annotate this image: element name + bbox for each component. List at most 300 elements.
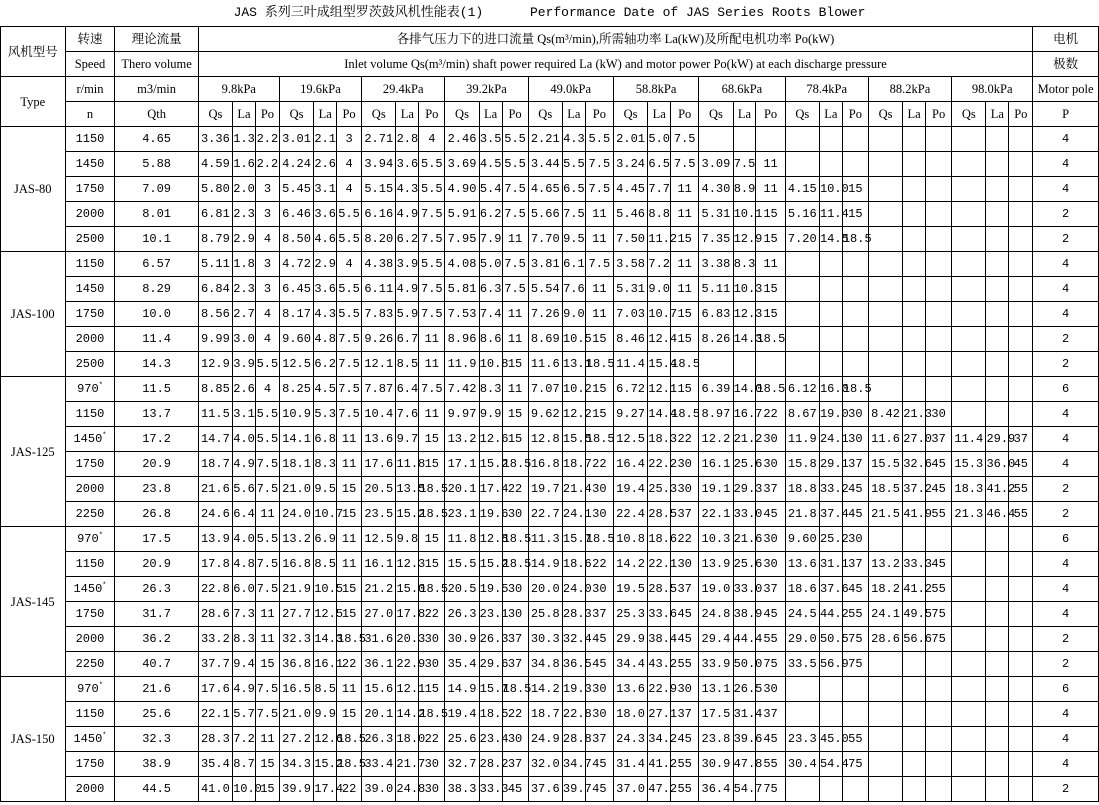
value-cell: 14.9 xyxy=(445,677,479,702)
value-cell: 8.9 xyxy=(733,177,756,202)
table-row xyxy=(1,652,1099,677)
value-cell xyxy=(868,352,902,377)
value-cell: 4 xyxy=(255,327,279,352)
volume-cell: 4.65 xyxy=(115,127,198,152)
value-cell: 45 xyxy=(585,652,613,677)
value-cell xyxy=(1009,527,1033,552)
value-cell: 15.6 xyxy=(362,677,396,702)
value-cell: 33.0 xyxy=(733,577,756,602)
header-speed-cn: 转速 xyxy=(65,27,115,52)
value-cell: 45 xyxy=(926,452,952,477)
table-row xyxy=(1,602,1099,627)
motor-pole-cell: 4 xyxy=(1033,127,1099,152)
value-cell: 22.4 xyxy=(613,502,647,527)
value-cell: 18.5 xyxy=(842,377,868,402)
volume-cell: 7.09 xyxy=(115,177,198,202)
value-cell: 6.72 xyxy=(613,377,647,402)
table-row xyxy=(1,752,1099,777)
value-cell: 31.6 xyxy=(362,627,396,652)
motor-pole-cell: 4 xyxy=(1033,177,1099,202)
header-subcol-qs: Qs xyxy=(198,102,232,127)
value-cell: 7.5 xyxy=(585,177,613,202)
value-cell: 22.7 xyxy=(528,502,562,527)
value-cell: 6.8 xyxy=(314,427,337,452)
value-cell: 11.9 xyxy=(445,352,479,377)
value-cell: 4.5 xyxy=(314,377,337,402)
value-cell xyxy=(986,402,1009,427)
model-name: JAS-150 xyxy=(1,677,66,802)
speed-cell: 1150 xyxy=(65,127,115,152)
value-cell: 6.2 xyxy=(396,227,419,252)
value-cell: 15.8 xyxy=(785,452,819,477)
header-pressure-2: 29.4kPa xyxy=(362,77,445,102)
value-cell: 18.5 xyxy=(502,527,528,552)
value-cell: 3 xyxy=(255,252,279,277)
value-cell: 18.5 xyxy=(585,352,613,377)
value-cell: 11 xyxy=(585,202,613,227)
value-cell: 5.11 xyxy=(198,252,232,277)
value-cell xyxy=(1009,752,1033,777)
value-cell: 30 xyxy=(756,527,785,552)
value-cell: 21.0 xyxy=(279,477,313,502)
speed-cell: 970* xyxy=(65,377,115,402)
value-cell: 6.11 xyxy=(362,277,396,302)
volume-cell: 23.8 xyxy=(115,477,198,502)
value-cell xyxy=(986,677,1009,702)
value-cell: 55 xyxy=(842,727,868,752)
value-cell: 3.94 xyxy=(362,152,396,177)
value-cell: 11 xyxy=(756,177,785,202)
header-subcol-la: La xyxy=(733,102,756,127)
value-cell: 30 xyxy=(585,477,613,502)
value-cell: 19.5 xyxy=(479,577,502,602)
value-cell: 45 xyxy=(842,502,868,527)
value-cell xyxy=(868,752,902,777)
value-cell: 37 xyxy=(842,552,868,577)
value-cell: 30 xyxy=(502,577,528,602)
header-subcol-po: Po xyxy=(419,102,445,127)
motor-pole-cell: 4 xyxy=(1033,152,1099,177)
value-cell: 15.2 xyxy=(479,552,502,577)
value-cell: 15 xyxy=(419,677,445,702)
value-cell: 37 xyxy=(671,502,699,527)
value-cell: 54.7 xyxy=(733,777,756,802)
value-cell: 6.12 xyxy=(785,377,819,402)
value-cell: 24.9 xyxy=(528,727,562,752)
value-cell: 33.2 xyxy=(819,477,842,502)
value-cell: 13.6 xyxy=(613,677,647,702)
value-cell: 11.8 xyxy=(445,527,479,552)
value-cell: 37.7 xyxy=(198,652,232,677)
value-cell: 11 xyxy=(419,402,445,427)
value-cell: 37.4 xyxy=(819,502,842,527)
value-cell: 33.6 xyxy=(648,602,671,627)
header-subcol-la: La xyxy=(314,102,337,127)
value-cell: 18.5 xyxy=(337,627,362,652)
value-cell: 18.0 xyxy=(396,727,419,752)
value-cell: 18.8 xyxy=(785,477,819,502)
value-cell: 45 xyxy=(756,502,785,527)
value-cell: 21.0 xyxy=(279,702,313,727)
value-cell xyxy=(903,177,926,202)
value-cell: 4.6 xyxy=(314,227,337,252)
value-cell: 37 xyxy=(926,427,952,452)
value-cell: 2.8 xyxy=(396,127,419,152)
value-cell: 2.71 xyxy=(362,127,396,152)
value-cell xyxy=(952,677,986,702)
value-cell: 36.5 xyxy=(562,652,585,677)
value-cell: 29.3 xyxy=(733,477,756,502)
value-cell: 15.7 xyxy=(562,527,585,552)
value-cell xyxy=(819,302,842,327)
value-cell: 6.0 xyxy=(233,577,256,602)
volume-cell: 13.7 xyxy=(115,402,198,427)
value-cell: 14.0 xyxy=(733,377,756,402)
value-cell: 8.69 xyxy=(528,327,562,352)
value-cell: 22 xyxy=(502,477,528,502)
value-cell: 6.39 xyxy=(699,377,733,402)
value-cell: 11 xyxy=(756,152,785,177)
value-cell: 26.3 xyxy=(362,727,396,752)
value-cell: 7.5 xyxy=(671,127,699,152)
value-cell: 6.5 xyxy=(648,152,671,177)
value-cell xyxy=(952,327,986,352)
value-cell: 20.5 xyxy=(445,577,479,602)
value-cell: 3 xyxy=(337,127,362,152)
table-row xyxy=(1,302,1099,327)
value-cell: 26.3 xyxy=(445,602,479,627)
value-cell: 16.1 xyxy=(314,652,337,677)
header-subcol-la: La xyxy=(986,102,1009,127)
value-cell xyxy=(1009,577,1033,602)
value-cell: 36.8 xyxy=(279,652,313,677)
value-cell: 7.5 xyxy=(337,377,362,402)
value-cell xyxy=(1009,302,1033,327)
value-cell: 2.3 xyxy=(233,202,256,227)
value-cell: 23.3 xyxy=(785,727,819,752)
motor-pole-cell: 4 xyxy=(1033,427,1099,452)
value-cell: 15 xyxy=(585,402,613,427)
header-subcol-po: Po xyxy=(585,102,613,127)
value-cell: 2.21 xyxy=(528,127,562,152)
value-cell: 7.5 xyxy=(255,702,279,727)
value-cell: 31.4 xyxy=(613,752,647,777)
speed-cell: 1750 xyxy=(65,452,115,477)
value-cell xyxy=(926,152,952,177)
value-cell xyxy=(1009,552,1033,577)
value-cell: 19.0 xyxy=(699,577,733,602)
value-cell xyxy=(926,652,952,677)
header-row xyxy=(1,77,1099,102)
value-cell: 11 xyxy=(337,427,362,452)
value-cell: 75 xyxy=(926,602,952,627)
value-cell xyxy=(903,327,926,352)
value-cell: 18.5 xyxy=(502,677,528,702)
value-cell: 3.01 xyxy=(279,127,313,152)
value-cell: 34.7 xyxy=(562,752,585,777)
value-cell xyxy=(926,127,952,152)
value-cell xyxy=(819,252,842,277)
value-cell: 14.3 xyxy=(314,627,337,652)
value-cell xyxy=(785,252,819,277)
value-cell: 38.3 xyxy=(445,777,479,802)
value-cell: 2.01 xyxy=(613,127,647,152)
value-cell: 7.5 xyxy=(255,552,279,577)
value-cell: 4.08 xyxy=(445,252,479,277)
value-cell: 7.6 xyxy=(562,277,585,302)
value-cell: 16.1 xyxy=(699,452,733,477)
value-cell: 15 xyxy=(585,327,613,352)
header-subcol-po: Po xyxy=(842,102,868,127)
speed-cell: 1450* xyxy=(65,727,115,752)
value-cell xyxy=(952,302,986,327)
value-cell: 8.5 xyxy=(314,677,337,702)
header-subcol-po: Po xyxy=(756,102,785,127)
value-cell: 15 xyxy=(255,652,279,677)
value-cell: 11 xyxy=(585,227,613,252)
speed-cell: 970* xyxy=(65,677,115,702)
volume-cell: 21.6 xyxy=(115,677,198,702)
header-subcol-po: Po xyxy=(502,102,528,127)
value-cell: 23.8 xyxy=(699,727,733,752)
value-cell: 24.8 xyxy=(699,602,733,627)
speed-cell: 2000 xyxy=(65,627,115,652)
value-cell xyxy=(926,752,952,777)
value-cell xyxy=(785,127,819,152)
speed-cell: 2000 xyxy=(65,477,115,502)
value-cell: 45 xyxy=(671,627,699,652)
value-cell: 12.1 xyxy=(362,352,396,377)
value-cell: 37 xyxy=(585,727,613,752)
table-row xyxy=(1,352,1099,377)
header-subcol-qs: Qs xyxy=(868,102,902,127)
header-subcol-qs: Qs xyxy=(613,102,647,127)
value-cell xyxy=(986,352,1009,377)
value-cell xyxy=(785,702,819,727)
value-cell: 4.59 xyxy=(198,152,232,177)
value-cell: 36.4 xyxy=(699,777,733,802)
header-subcol-la: La xyxy=(903,102,926,127)
value-cell: 15.2 xyxy=(396,502,419,527)
value-cell: 8.46 xyxy=(613,327,647,352)
value-cell: 30 xyxy=(842,527,868,552)
value-cell: 5.46 xyxy=(613,202,647,227)
value-cell: 12.8 xyxy=(479,527,502,552)
motor-pole-cell: 4 xyxy=(1033,702,1099,727)
value-cell: 45 xyxy=(671,727,699,752)
volume-cell: 14.3 xyxy=(115,352,198,377)
value-cell: 11 xyxy=(502,327,528,352)
value-cell: 22 xyxy=(502,702,528,727)
value-cell: 21.4 xyxy=(562,477,585,502)
volume-cell: 8.29 xyxy=(115,277,198,302)
value-cell: 35.4 xyxy=(445,652,479,677)
value-cell: 34.8 xyxy=(528,652,562,677)
value-cell: 4.72 xyxy=(279,252,313,277)
value-cell: 56.9 xyxy=(819,652,842,677)
value-cell: 16.4 xyxy=(613,452,647,477)
speed-cell: 2250 xyxy=(65,652,115,677)
value-cell: 7.5 xyxy=(255,677,279,702)
table-row xyxy=(1,777,1099,802)
value-cell: 30 xyxy=(419,627,445,652)
value-cell: 15 xyxy=(255,777,279,802)
value-cell: 2.2 xyxy=(255,127,279,152)
value-cell: 12.1 xyxy=(648,377,671,402)
value-cell: 7.5 xyxy=(419,277,445,302)
header-subcol-po: Po xyxy=(1009,102,1033,127)
value-cell: 7.5 xyxy=(419,377,445,402)
motor-pole-cell: 2 xyxy=(1033,227,1099,252)
value-cell xyxy=(868,152,902,177)
value-cell: 45 xyxy=(756,602,785,627)
value-cell: 7.5 xyxy=(585,252,613,277)
table-row xyxy=(1,502,1099,527)
value-cell: 27.1 xyxy=(648,702,671,727)
value-cell: 7.2 xyxy=(233,727,256,752)
table-row xyxy=(1,227,1099,252)
value-cell xyxy=(952,127,986,152)
value-cell: 7.83 xyxy=(362,302,396,327)
value-cell: 27.2 xyxy=(279,727,313,752)
value-cell: 11 xyxy=(255,602,279,627)
value-cell: 17.1 xyxy=(445,452,479,477)
value-cell: 54.4 xyxy=(819,752,842,777)
value-cell xyxy=(903,202,926,227)
value-cell xyxy=(842,127,868,152)
value-cell: 16.5 xyxy=(279,677,313,702)
value-cell: 18.5 xyxy=(756,377,785,402)
value-cell: 55 xyxy=(756,752,785,777)
value-cell: 4.8 xyxy=(314,327,337,352)
value-cell: 30 xyxy=(419,752,445,777)
motor-pole-cell: 4 xyxy=(1033,302,1099,327)
value-cell: 21.8 xyxy=(785,502,819,527)
value-cell: 18.6 xyxy=(562,552,585,577)
value-cell: 29.1 xyxy=(819,452,842,477)
value-cell: 44.4 xyxy=(733,627,756,652)
value-cell: 11.5 xyxy=(198,402,232,427)
value-cell: 9.27 xyxy=(613,402,647,427)
value-cell: 75 xyxy=(842,627,868,652)
value-cell: 19.7 xyxy=(528,477,562,502)
value-cell: 15 xyxy=(419,552,445,577)
value-cell: 3.9 xyxy=(396,252,419,277)
value-cell: 36.1 xyxy=(362,652,396,677)
value-cell: 13.6 xyxy=(785,552,819,577)
value-cell xyxy=(1009,677,1033,702)
value-cell xyxy=(986,577,1009,602)
value-cell: 17.6 xyxy=(362,452,396,477)
speed-cell: 1450* xyxy=(65,427,115,452)
value-cell: 30 xyxy=(502,727,528,752)
value-cell: 75 xyxy=(926,627,952,652)
value-cell xyxy=(842,302,868,327)
value-cell: 3.1 xyxy=(314,177,337,202)
value-cell: 7.5 xyxy=(419,202,445,227)
header-subcol-la: La xyxy=(819,102,842,127)
value-cell xyxy=(926,527,952,552)
header-speed-en: Speed xyxy=(65,52,115,77)
value-cell: 8.85 xyxy=(198,377,232,402)
value-cell: 15 xyxy=(756,302,785,327)
value-cell: 18.5 xyxy=(671,402,699,427)
value-cell: 37 xyxy=(756,477,785,502)
value-cell: 7.5 xyxy=(502,202,528,227)
value-cell: 18.3 xyxy=(648,427,671,452)
speed-cell: 2250 xyxy=(65,502,115,527)
value-cell: 37 xyxy=(756,577,785,602)
value-cell: 23.1 xyxy=(445,502,479,527)
value-cell xyxy=(842,702,868,727)
value-cell: 38.9 xyxy=(733,602,756,627)
value-cell xyxy=(952,152,986,177)
value-cell: 7.5 xyxy=(419,227,445,252)
value-cell: 28.8 xyxy=(562,727,585,752)
header-main-cn: 各排气压力下的进口流量 Qs(m³/min),所需轴功率 La(kW)及所配电机功率 Po(kW) xyxy=(198,27,1033,52)
value-cell: 15 xyxy=(671,327,699,352)
value-cell: 30 xyxy=(756,452,785,477)
value-cell: 7.03 xyxy=(613,302,647,327)
value-cell: 21.6 xyxy=(198,477,232,502)
value-cell: 8.3 xyxy=(479,377,502,402)
value-cell: 4 xyxy=(337,252,362,277)
value-cell: 7.5 xyxy=(502,177,528,202)
header-row xyxy=(1,102,1099,127)
header-model-cn: 风机型号 xyxy=(1,27,66,77)
value-cell: 19.3 xyxy=(562,677,585,702)
value-cell: 22.9 xyxy=(648,677,671,702)
value-cell: 28.6 xyxy=(198,602,232,627)
header-subcol-qs: Qs xyxy=(279,102,313,127)
value-cell: 7.50 xyxy=(613,227,647,252)
value-cell: 12.6 xyxy=(314,727,337,752)
value-cell: 14.2 xyxy=(613,552,647,577)
value-cell: 15 xyxy=(756,202,785,227)
value-cell: 30 xyxy=(585,577,613,602)
speed-cell: 1750 xyxy=(65,752,115,777)
value-cell xyxy=(842,152,868,177)
value-cell: 13.6 xyxy=(362,427,396,452)
value-cell: 8.5 xyxy=(396,352,419,377)
value-cell: 4.3 xyxy=(562,127,585,152)
value-cell: 15.7 xyxy=(479,677,502,702)
value-cell: 5.5 xyxy=(502,152,528,177)
value-cell: 13.2 xyxy=(445,427,479,452)
value-cell: 15 xyxy=(671,302,699,327)
value-cell: 28.2 xyxy=(479,752,502,777)
value-cell: 25.6 xyxy=(733,452,756,477)
value-cell xyxy=(986,527,1009,552)
value-cell xyxy=(952,702,986,727)
value-cell xyxy=(903,752,926,777)
value-cell: 29.0 xyxy=(785,627,819,652)
value-cell: 17.4 xyxy=(314,777,337,802)
value-cell: 14.2 xyxy=(528,677,562,702)
value-cell: 50.5 xyxy=(819,627,842,652)
value-cell: 45 xyxy=(585,752,613,777)
value-cell xyxy=(952,727,986,752)
value-cell: 18.5 xyxy=(842,227,868,252)
header-volume-cn: 理论流量 xyxy=(115,27,198,52)
table-row xyxy=(1,127,1099,152)
header-pressure-7: 78.4kPa xyxy=(785,77,868,102)
value-cell xyxy=(952,252,986,277)
value-cell: 30 xyxy=(419,777,445,802)
value-cell: 7.5 xyxy=(502,252,528,277)
motor-pole-cell: 4 xyxy=(1033,727,1099,752)
value-cell xyxy=(868,702,902,727)
